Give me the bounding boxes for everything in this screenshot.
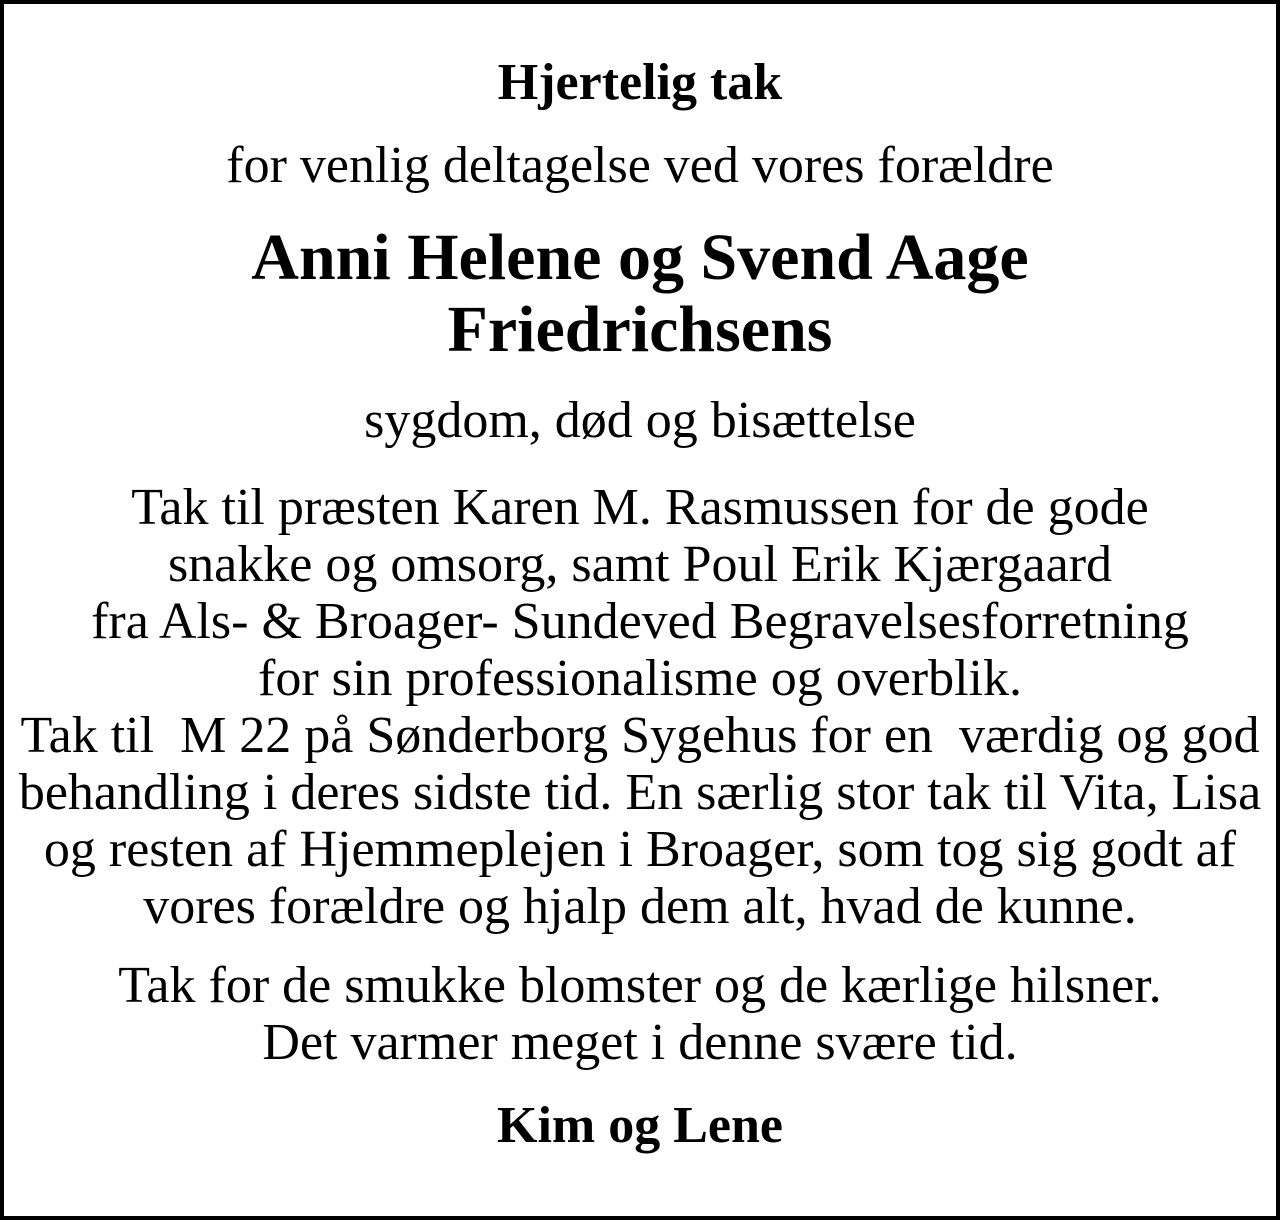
- occasion-line: sygdom, død og bisættelse: [364, 392, 916, 449]
- thanks-paragraph: [4, 479, 1276, 935]
- thanks-line: for sin professionalisme og overblik.: [258, 650, 1022, 707]
- thanks-line: Tak til præsten Karen M. Rasmussen for de gode: [131, 479, 1149, 536]
- thanks-line: vores forældre og hjalp dem alt, hvad de kunne.: [143, 878, 1137, 935]
- thanks-line: Tak til M 22 på Sønderborg Sygehus for en værdig og god: [20, 707, 1260, 764]
- thanks-line: fra Als- & Broager- Sundeved Begravelsesforretning: [91, 593, 1189, 650]
- thanks-line: behandling i deres sidste tid. En særlig stor tak til Vita, Lisa: [18, 764, 1262, 821]
- thanks-line: snakke og omsorg, samt Poul Erik Kjærgaard: [167, 536, 1113, 593]
- deceased-names: [4, 222, 1276, 366]
- deceased-name-line: Friedrichsens: [447, 293, 833, 366]
- closing-line: Det varmer meget i denne svære tid.: [262, 1014, 1018, 1071]
- thanks-line: og resten af Hjemmeplejen i Broager, som tog sig godt af: [43, 821, 1237, 878]
- notice-subtitle: for venlig deltagelse ved vores forældre: [226, 137, 1054, 194]
- closing-paragraph: [4, 957, 1276, 1071]
- notice-title: Hjertelig tak: [497, 54, 783, 111]
- deceased-name-line: Anni Helene og Svend Aage: [251, 221, 1029, 294]
- signature: Kim og Lene: [497, 1097, 783, 1154]
- closing-line: Tak for de smukke blomster og de kærlige hilsner.: [118, 957, 1162, 1014]
